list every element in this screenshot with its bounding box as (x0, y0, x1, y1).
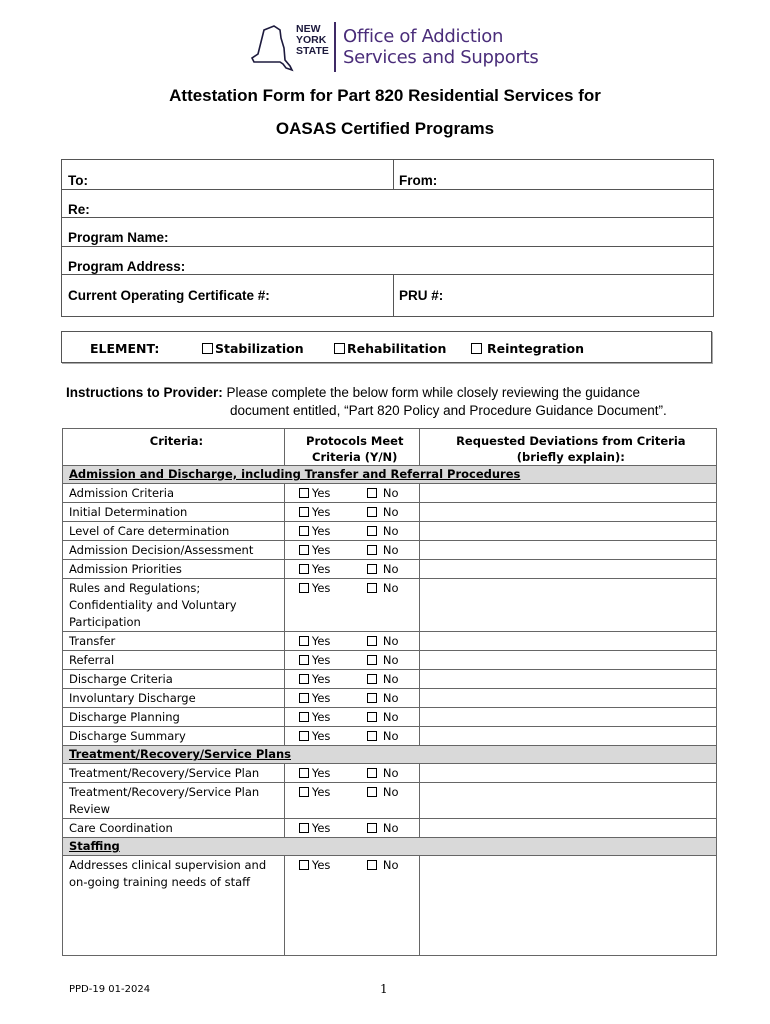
criteria-cell: Addresses clinical supervision and on-going training needs of staff (63, 856, 285, 956)
yes-label: Yes (311, 653, 331, 667)
criteria-table (62, 428, 717, 956)
no-label: No (382, 858, 399, 872)
yes-label: Yes (311, 486, 331, 500)
criteria-cell: Admission Priorities (63, 560, 285, 579)
table-row (63, 579, 717, 632)
no-label: No (382, 543, 399, 557)
table-row (63, 651, 717, 670)
no-option[interactable] (367, 710, 399, 724)
yes-no-cell (284, 783, 419, 819)
no-label: No (382, 562, 399, 576)
criteria-cell: Treatment/Recovery/Service Plan (63, 764, 285, 783)
deviation-input-cell[interactable] (419, 727, 716, 746)
info-box (61, 159, 714, 317)
deviation-input-cell[interactable] (419, 484, 716, 503)
no-label: No (382, 505, 399, 519)
deviation-input-cell[interactable] (419, 689, 716, 708)
yes-label: Yes (311, 729, 331, 743)
no-label: No (382, 581, 399, 595)
checkbox-icon[interactable] (367, 583, 377, 593)
criteria-cell: Discharge Summary (63, 727, 285, 746)
nys-line: NEW (296, 23, 321, 35)
deviation-input-cell[interactable] (419, 503, 716, 522)
table-row (63, 764, 717, 783)
yes-option[interactable] (299, 634, 331, 648)
yes-label: Yes (311, 524, 331, 538)
yes-label: Yes (311, 562, 331, 576)
criteria-cell: Care Coordination (63, 819, 285, 838)
yes-no-cell (284, 579, 419, 632)
no-label: No (382, 785, 399, 799)
checkbox-icon[interactable] (367, 488, 377, 498)
info-column-divider (393, 274, 394, 317)
yes-no-cell (284, 484, 419, 503)
table-row (63, 727, 717, 746)
table-row (63, 503, 717, 522)
checkbox-icon[interactable] (367, 526, 377, 536)
pru-label: PRU #: (399, 288, 444, 303)
table-row (63, 522, 717, 541)
info-divider (62, 189, 713, 190)
checkbox-icon[interactable] (367, 768, 377, 778)
yes-no-cell (284, 689, 419, 708)
rehabilitation-label: Rehabilitation (347, 341, 447, 356)
checkbox-icon[interactable] (202, 343, 213, 354)
yes-label: Yes (311, 858, 331, 872)
checkbox-icon[interactable] (299, 655, 309, 665)
criteria-cell: Admission Criteria (63, 484, 285, 503)
no-label: No (382, 710, 399, 724)
no-label: No (382, 729, 399, 743)
checkbox-icon[interactable] (367, 507, 377, 517)
table-row (63, 632, 717, 651)
section-title: Admission and Discharge, including Transfer and Referral Procedures (63, 466, 717, 484)
checkbox-icon[interactable] (367, 787, 377, 797)
deviation-input-cell[interactable] (419, 764, 716, 783)
table-row (63, 783, 717, 819)
criteria-header-text: Criteria: (149, 434, 204, 448)
no-option[interactable] (367, 766, 399, 780)
checkbox-icon[interactable] (367, 545, 377, 555)
table-row (63, 484, 717, 503)
program-name-label: Program Name: (68, 230, 169, 245)
checkbox-icon[interactable] (367, 693, 377, 703)
deviation-input-cell[interactable] (419, 651, 716, 670)
yes-label: Yes (311, 543, 331, 557)
no-option[interactable] (367, 581, 399, 595)
no-label: No (382, 766, 399, 780)
nys-wordmark (296, 24, 329, 57)
yes-label: Yes (311, 821, 331, 835)
criteria-cell: Treatment/Recovery/Service Plan Review (63, 783, 285, 819)
checkbox-icon[interactable] (367, 655, 377, 665)
deviation-input-cell[interactable] (419, 632, 716, 651)
checkbox-icon[interactable] (367, 564, 377, 574)
section-header-row (63, 466, 717, 484)
yes-option[interactable] (299, 543, 331, 557)
no-option[interactable] (367, 691, 399, 705)
office-name (343, 26, 538, 68)
yes-no-cell (284, 541, 419, 560)
yes-option[interactable] (299, 766, 331, 780)
checkbox-icon[interactable] (367, 636, 377, 646)
checkbox-icon[interactable] (299, 823, 309, 833)
checkbox-icon[interactable] (367, 860, 377, 870)
stabilization-label: Stabilization (215, 341, 304, 356)
deviation-input-cell[interactable] (419, 541, 716, 560)
reintegration-label: Reintegration (487, 341, 585, 356)
protocols-header (284, 429, 419, 466)
yes-no-cell (284, 764, 419, 783)
checkbox-icon[interactable] (299, 693, 309, 703)
protocols-header-line2: Criteria (Y/N) (312, 450, 398, 464)
yes-label: Yes (311, 691, 331, 705)
no-option[interactable] (367, 486, 399, 500)
yes-option[interactable] (299, 653, 331, 667)
checkbox-icon[interactable] (299, 583, 309, 593)
checkbox-icon[interactable] (299, 768, 309, 778)
criteria-cell: Transfer (63, 632, 285, 651)
logo-divider (334, 22, 336, 72)
table-row (63, 560, 717, 579)
yes-label: Yes (311, 634, 331, 648)
no-label: No (382, 524, 399, 538)
no-label: No (382, 691, 399, 705)
section-title: Treatment/Recovery/Service Plans (63, 746, 717, 764)
criteria-header (63, 429, 285, 466)
yes-no-cell (284, 708, 419, 727)
no-option[interactable] (367, 562, 399, 576)
yes-option[interactable] (299, 821, 331, 835)
yes-option[interactable] (299, 581, 331, 595)
instructions-lead: Instructions to Provider: (66, 385, 223, 400)
deviation-input-cell[interactable] (419, 522, 716, 541)
from-label: From: (399, 173, 438, 188)
form-title-line1: Attestation Form for Part 820 Residential Services for (169, 86, 601, 105)
instructions (66, 384, 706, 420)
yes-option[interactable] (299, 505, 331, 519)
criteria-cell: Rules and Regulations; Confidentiality and Voluntary Participation (63, 579, 285, 632)
checkbox-icon[interactable] (334, 343, 345, 354)
criteria-cell: Admission Decision/Assessment (63, 541, 285, 560)
table-row (63, 670, 717, 689)
yes-no-cell (284, 651, 419, 670)
no-label: No (382, 821, 399, 835)
to-label: To: (68, 173, 88, 188)
instructions-text2: document entitled, “Part 820 Policy and Procedure Guidance Document”. (230, 403, 667, 418)
table-row (63, 819, 717, 838)
checkbox-icon[interactable] (299, 545, 309, 555)
checkbox-icon[interactable] (299, 507, 309, 517)
checkbox-icon[interactable] (299, 674, 309, 684)
no-option[interactable] (367, 634, 399, 648)
checkbox-icon[interactable] (299, 488, 309, 498)
page-number: 1 (380, 982, 388, 996)
office-name-line2: Services and Supports (343, 47, 539, 68)
certificate-label: Current Operating Certificate #: (68, 288, 270, 303)
table-header-row (63, 429, 717, 466)
yes-label: Yes (311, 672, 331, 686)
no-option[interactable] (367, 858, 399, 872)
section-header-row (63, 746, 717, 764)
criteria-cell: Involuntary Discharge (63, 689, 285, 708)
no-option[interactable] (367, 653, 399, 667)
deviation-input-cell[interactable] (419, 708, 716, 727)
checkbox-icon[interactable] (471, 343, 482, 354)
yes-option[interactable] (299, 710, 331, 724)
checkbox-icon[interactable] (299, 731, 309, 741)
yes-no-cell (284, 856, 419, 956)
checkbox-icon[interactable] (367, 731, 377, 741)
criteria-cell: Discharge Planning (63, 708, 285, 727)
deviations-header-line2: (briefly explain): (516, 450, 625, 464)
re-label: Re: (68, 202, 90, 217)
reintegration-option[interactable] (471, 341, 584, 356)
no-option[interactable] (367, 785, 399, 799)
yes-no-cell (284, 727, 419, 746)
checkbox-icon[interactable] (299, 860, 309, 870)
form-title-line2: OASAS Certified Programs (275, 119, 495, 138)
no-option[interactable] (367, 672, 399, 686)
table-row (63, 856, 717, 956)
table-row (63, 541, 717, 560)
instructions-text1: Please complete the below form while closely reviewing the guidance (222, 385, 641, 400)
rehabilitation-option[interactable] (334, 341, 446, 356)
yes-no-cell (284, 560, 419, 579)
criteria-cell: Referral (63, 651, 285, 670)
checkbox-icon[interactable] (299, 564, 309, 574)
nys-line: YORK (296, 34, 327, 46)
no-label: No (382, 634, 399, 648)
stabilization-option[interactable] (202, 341, 304, 356)
deviation-input-cell[interactable] (419, 670, 716, 689)
office-name-line1: Office of Addiction (343, 26, 504, 47)
section-title: Staffing (63, 838, 717, 856)
criteria-cell: Level of Care determination (63, 522, 285, 541)
no-option[interactable] (367, 821, 399, 835)
deviation-input-cell[interactable] (419, 783, 716, 819)
checkbox-icon[interactable] (367, 674, 377, 684)
deviations-header-line1: Requested Deviations from Criteria (456, 434, 686, 448)
program-address-label: Program Address: (68, 259, 186, 274)
info-divider (62, 217, 713, 218)
yes-no-cell (284, 522, 419, 541)
yes-option[interactable] (299, 672, 331, 686)
section-header-row (63, 838, 717, 856)
form-code: PPD-19 01-2024 (69, 984, 151, 995)
yes-label: Yes (311, 581, 331, 595)
deviations-header (419, 429, 716, 466)
no-label: No (382, 672, 399, 686)
deviation-input-cell[interactable] (419, 819, 716, 838)
info-divider (62, 246, 713, 247)
yes-option[interactable] (299, 858, 331, 872)
yes-label: Yes (311, 785, 331, 799)
no-label: No (382, 486, 399, 500)
deviation-input-cell[interactable] (419, 560, 716, 579)
criteria-cell: Initial Determination (63, 503, 285, 522)
yes-option[interactable] (299, 486, 331, 500)
checkbox-icon[interactable] (367, 712, 377, 722)
deviation-input-cell[interactable] (419, 579, 716, 632)
yes-no-cell (284, 632, 419, 651)
yes-no-cell (284, 819, 419, 838)
criteria-cell: Discharge Criteria (63, 670, 285, 689)
yes-label: Yes (311, 766, 331, 780)
info-column-divider (393, 160, 394, 189)
yes-label: Yes (311, 710, 331, 724)
yes-option[interactable] (299, 524, 331, 538)
new-york-state-map-icon (250, 24, 294, 72)
yes-option[interactable] (299, 729, 331, 743)
yes-option[interactable] (299, 785, 331, 799)
no-label: No (382, 653, 399, 667)
table-row (63, 708, 717, 727)
checkbox-icon[interactable] (299, 712, 309, 722)
nys-line: STATE (296, 45, 329, 57)
no-option[interactable] (367, 729, 399, 743)
yes-label: Yes (311, 505, 331, 519)
checkbox-icon[interactable] (299, 526, 309, 536)
element-label: ELEMENT: (90, 341, 160, 356)
info-divider (62, 274, 713, 275)
no-option[interactable] (367, 524, 399, 538)
yes-no-cell (284, 503, 419, 522)
checkbox-icon[interactable] (367, 823, 377, 833)
table-row (63, 689, 717, 708)
deviation-input-cell[interactable] (419, 856, 716, 956)
yes-option[interactable] (299, 562, 331, 576)
protocols-header-line1: Protocols Meet (306, 434, 404, 448)
checkbox-icon[interactable] (299, 636, 309, 646)
no-option[interactable] (367, 543, 399, 557)
no-option[interactable] (367, 505, 399, 519)
yes-no-cell (284, 670, 419, 689)
checkbox-icon[interactable] (299, 787, 309, 797)
instructions-line1 (66, 384, 706, 402)
yes-option[interactable] (299, 691, 331, 705)
element-box (61, 331, 712, 363)
